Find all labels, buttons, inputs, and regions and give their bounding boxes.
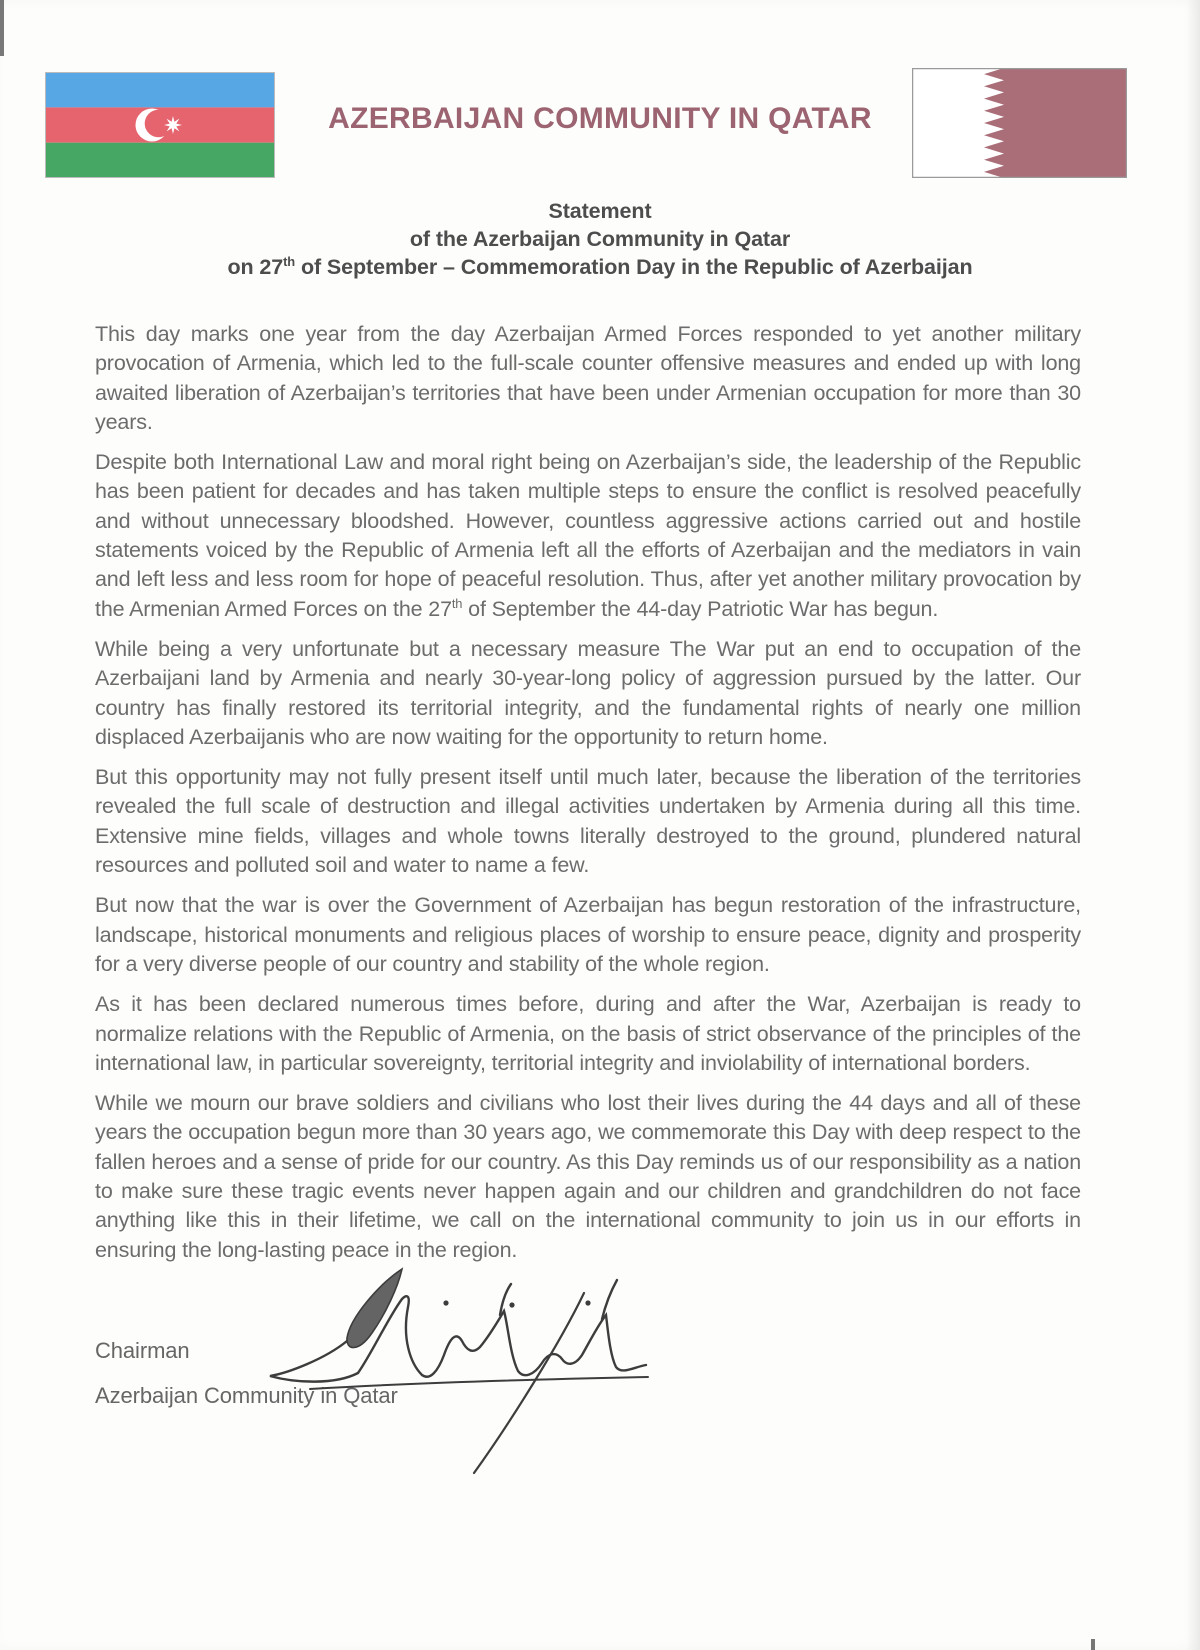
handwritten-signature bbox=[250, 1263, 650, 1478]
signatory-role: Chairman bbox=[95, 1338, 190, 1363]
heading-line: on 27th of September – Commemoration Day in the Republic of Azerbaijan bbox=[227, 253, 973, 279]
heading-line: Statement bbox=[548, 199, 652, 223]
document-body bbox=[95, 320, 1081, 1276]
scan-shadow bbox=[1186, 0, 1200, 1650]
paragraph: As it has been declared numerous times before, during and after the War, Azerbaijan is ready to normalize relations with the Republic of Armenia, on the basis of strict observance of the principles of the international law, in particular sovereignty, territorial integrity and inviolability of international borders. bbox=[95, 992, 1081, 1075]
scan-edge-artifact bbox=[0, 0, 4, 56]
org-title: AZERBAIJAN COMMUNITY IN QATAR bbox=[328, 102, 872, 135]
paragraph: But this opportunity may not fully present itself until much later, because the liberation of the territories revealed the full scale of destruction and illegal activities undertaken by Armenia during all this time. Extensive mine fields, villages and whole towns literally destroyed to the ground, plundered natural resources and polluted soil and water to name a few. bbox=[95, 765, 1081, 878]
paragraph: This day marks one year from the day Azerbaijan Armed Forces responded to yet another military provocation of Armenia, which led to the full-scale counter offensive measures and ended up with long awaited liberation of Azerbaijan’s territories that have been under Armenian occupation for more than 30 years. bbox=[95, 322, 1081, 434]
qatar-flag-image bbox=[912, 68, 1127, 178]
heading-line: of the Azerbaijan Community in Qatar bbox=[409, 227, 791, 251]
paragraph: While being a very unfortunate but a necessary measure The War put an end to occupation of the Azerbaijani land by Armenia and nearly 30-year-long policy of aggression pursued by the latter. Our country has finally restored its territorial integrity, and the fundamental rights of nearly one million displaced Azerbaijanis who are now waiting for the opportunity to return home. bbox=[95, 636, 1081, 749]
qatar-flag bbox=[912, 68, 1127, 178]
statement-heading bbox=[0, 197, 1200, 281]
paragraph: But now that the war is over the Government of Azerbaijan has begun restoration of the infrastructure, landscape, historical monuments and religious places of worship to ensure peace, dignity and prosperity for a very diverse people of our country and stability of the whole region. bbox=[95, 893, 1081, 976]
paragraph: Despite both International Law and moral right being on Azerbaijan’s side, the leadership of the Republic has been patient for decades and has taken multiple steps to ensure the conflict is resolved peacefully and without unnecessary bloodshed. However, countless aggressive actions carried out and hostile statements voiced by the Republic of Armenia left all the efforts of Azerbaijan and the mediators in vain and left less and less room for hope of peaceful resolution. Thus, after yet another military provocation by the Armenian Armed Forces on the 27th of September the 44-day Patriotic War has begun. bbox=[95, 450, 1081, 621]
paragraph: While we mourn our brave soldiers and civilians who lost their lives during the 44 days and all of these years the occupation begun more than 30 years ago, we commemorate this Day with deep respect to the fallen heroes and a sense of pride for our country. As this Day reminds us of our responsibility as a nation to make sure these tragic events never happen again and our children and grandchildren do not face anything like this in their lifetime, we call on the international community to join us in our efforts in ensuring the long-lasting peace in the region. bbox=[95, 1091, 1081, 1262]
signatory-org: Azerbaijan Community in Qatar bbox=[95, 1383, 398, 1408]
scan-edge-artifact bbox=[1091, 1639, 1095, 1650]
